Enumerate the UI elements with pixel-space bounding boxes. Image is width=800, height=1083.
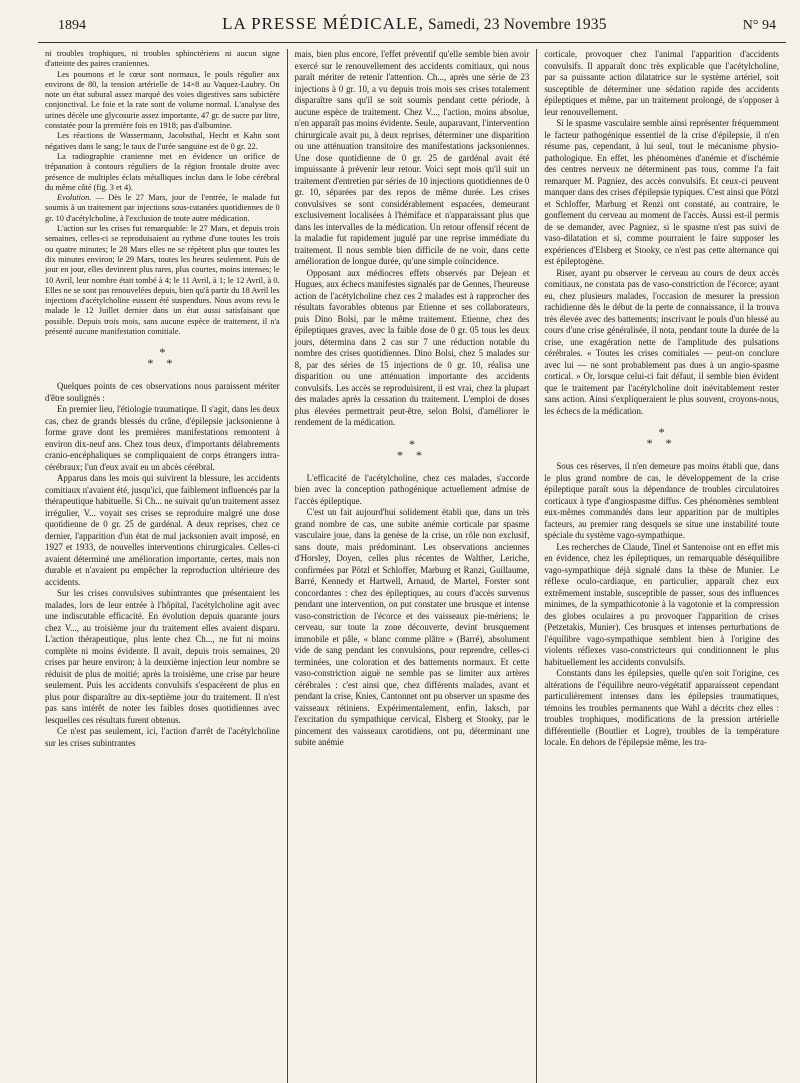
section-separator <box>45 347 280 369</box>
article-columns <box>38 49 786 1083</box>
asterisk-bottom: * * <box>397 447 427 462</box>
paragraph: Riser, ayant pu observer le cerveau au cours de deux accès comitiaux, ne constata pas de vaso-constriction de l'écorce; ayant eu, chez plusieurs malades, l'occasion de mesurer la pression rachidienne dès le début de la perte de connaissance, il la trouva très élevée avec des battements; inscrivant le pouls d'un blessé au cours d'une crise généralisée, il nota, pendant toute la durée de la crise, une exagération nette de l'amplitude des pulsations cérébrales. « Toutes les crises comitiales — peut-on conclure avec lui — ne sont probablement pas dues à un angio-spasme cortical. » Or, lorsque celui-ci fait défaut, il semble bien évident que le traitement par l'acétylcholine doit inévitablement rester sans action. Ainsi s'expliqueraient le plus souvent, croyons-nous, les échecs de la médication. <box>544 267 780 416</box>
asterisk-bottom: * * <box>646 436 677 450</box>
section-lead: Evolution. <box>57 193 92 203</box>
paragraph: Les réactions de Wassermann, Jacobsthal, Hecht et Kahn sont négatives dans le sang; le taux de l'urée sanguine est de 0 gr. 22. <box>45 131 280 151</box>
paragraph: corticale, provoquer chez l'animal l'apparition d'accidents convulsifs. Il apparaît donc très explicable que l'acétylcholine, par sa puissante action dilatatrice sur le système artériel, soit susceptible de déterminer une sédation rapide des accidents épileptiques et même, par un traitement prolongé, de s'opposer à leur renouvellement. <box>544 49 780 117</box>
paragraph: Si le spasme vasculaire semble ainsi représenter fréquemment le facteur pathogénique essentiel de la crise d'épilepsie, il n'en résume pas, cependant, à lui seul, tout le mécanisme physio-pathologique. En effet, les phénomènes d'anémie et d'ischémie des centres nerveux ne déterminent pas tous, comme l'a fait remarquer M. Pagniez, des accès convulsifs. Et ceux-ci peuvent manquer dans des crises d'épilepsie typiques. C'est ainsi que Pötzl et Schloffer, Marburg et Renzi ont constaté, au contraire, le gonflement du cerveau au moment de l'accès. Aussi est-il permis de se demander, avec Pagniez, si le spasme n'est pas suivi de vaso-dilatation et si, comme pourraient le faire supposer les expériences d'Elsberg et Stooky, ce n'est pas cette alternance qui est épileptogène. <box>544 118 780 266</box>
column-2 <box>287 49 537 1083</box>
journal-name: LA PRESSE MÉDICALE, <box>222 14 424 33</box>
asterisk-top: * <box>159 345 166 360</box>
paragraph: Sur les crises convulsives subintrantes que présentaient les malades, lors de leur entrée à l'hôpital, l'acétylcholine agit avec une indiscutable efficacité. En évolution depuis quarante jours chez V..., au troisième jour du traitement elles avaient disparu. L'action thérapeutique, plus lente chez Ch..., ne fut ni moins complète ni moins évidente. Il avait, depuis trois semaines, 20 crises par heure environ; à la deuxième injection leur nombre se réduisit de plus de moitié; après la troisième, une crise par heure seulement. Puis les accidents convulsifs s'espacèrent de plus en plus pour disparaître au dix-septième jour du traitement. Il n'est pas sans intérêt de noter les faibles doses quotidiennes avec lesquelles ces résultats furent obtenus. <box>45 588 280 725</box>
paragraph: Opposant aux médiocres effets observés par Dejean et Hugues, aux échecs manifestes signalés par de Gennes, l'heureuse action de l'acétylcholine chez ces 2 malades est à rapprocher des résultats favorables obtenus par Etienne et ses collaborateurs, puis Dino Bolsi, par le même traitement. Etienne, chez des épileptiques graves, avec la faible dose de 0 gr. 05 tous les deux jours, détermina dans 2 cas sur 7 une réduction notable du nombre des crises quotidiennes. Dino Bolsi, chez 5 malades sur 8, par des séries de 15 injections de 0 gr. 10, réalisa une disparition ou une atténuation importante des accidents convulsifs. Les accès se reproduisirent, il est vrai, chez la plupart des malades après la cessation du traitement. L'emploi de doses plus élevées permettrait peut-être, selon Bolsi, d'améliorer le rendement de la médication. <box>294 267 530 427</box>
header-title <box>222 14 607 34</box>
asterisk-top: * <box>409 436 415 451</box>
column-1 <box>38 49 287 1083</box>
paragraph: mais, bien plus encore, l'effet préventif qu'elle semble bien avoir exercé sur le renouvellement des accidents comitiaux, qui nous paraît mériter de retenir l'attention. Ch..., après une série de 23 injections à 0 gr. 10, a vu depuis trois mois ses crises totalement disparaître sans qu'il se soit soumis pendant cette période, à aucune espèce de traitement. Chez V..., l'action, moins absolue, n'en apparaît pas moins évidente. Seule, auparavant, l'intervention chirurgicale avait pu, à deux reprises, déterminer une disparition ou une atténuation transitoire des manifestations jacksoniennes. Une dose quotidienne de 0 gr. 25 de gardénal avait été impuissante à prévenir leur retour. Voici sept mois qu'il suit un traitement d'entretien par séries de 10 injections quotidiennes de 0 gr. 10, séparées par des repos de même durée. Les crises convulsives se sont considérablement espacées, demeurant exclusivement localisées à l'hémiface et n'apparaissant plus que dans les intervalles de la médication. Un retour offensif récent de la maladie fut rapidement jugulé par une reprise immédiate du traitement. Il nous semble bien difficile de ne voir, dans cette amélioration de longue durée, qu'une simple coïncidence. <box>294 49 530 266</box>
paragraph: En premier lieu, l'étiologie traumatique. Il s'agit, dans les deux cas, chez de grands blessés du crâne, d'épilepsie jacksonienne à forme grave dont les premières manifestations remontent à environ dix-neuf ans. Chez tous deux, d'importants délabrements cranio-encéphaliques se compliquaient de corps étrangers intra-cérébraux; l'un d'eux avait eu un abcès cérébral. <box>45 404 280 472</box>
column-3 <box>536 49 786 1083</box>
asterisk-top: * <box>658 425 665 439</box>
paragraph: Sous ces réserves, il n'en demeure pas moins établi que, dans le plus grand nombre de cas, le développement de la crise épileptique paraît sous la dépendance de troubles circulatoires corticaux à type d'angiospasme diffus. Ces phénomènes semblent eux-mêmes commandés dans leur apparition par de multiples facteurs, au premier rang desquels se situe une instabilité toute spéciale du système vago-sympathique. <box>544 461 780 540</box>
paragraph: La radiographie cranienne met en évidence un orifice de trépanation à contours réguliers de la région frontale droite avec présence de multiples éclats métalliques inclus dans le lobe cérébral du même côté (fig. 3 et 4). <box>45 151 280 192</box>
issue-date: Samedi, 23 Novembre 1935 <box>427 16 607 33</box>
paragraph-text: — Dès le 27 Mars, jour de l'entrée, le malade fut soumis à un traitement par injections sous-cutanées quotidiennes de 0 gr. 10 d'acétylcholine, à l'exclusion de toute autre médication. <box>45 193 280 223</box>
asterisk-bottom: * * <box>147 356 178 371</box>
issue-number: N° 94 <box>742 18 776 33</box>
paragraph: ni troubles trophiques, ni troubles sphinctériens ni aucun signe d'atteinte des paires craniennes. <box>45 49 280 69</box>
paragraph: C'est un fait aujourd'hui solidement établi que, dans un très grand nombre de cas, une subite anémie corticale par spasme vasculaire joue, dans la genèse de la crise, un rôle non exclusif, sans doute, mais prédominant. Les observations anciennes d'Horsley, Doyen, celles plus récentes de Walther, Leriche, confirmées par Pötzl et Schloffer, Marburg et Ranzi, Guillaume, Barré, Kennedy et Hartwell, Arnaud, de Martel, Forster sont concordantes : chez des épileptiques, au cours d'accès survenus pendant une intervention, on put constater une brusque et intense vaso-constriction de l'écorce et des vaisseaux pie-mériens; le cerveau, sur toute la zone découverte, devint brusquement immobile et pâle, « blanc comme plâtre » (Barré), absolument vide de sang pendant les convulsions, pour reprendre, celles-ci terminées, une coloration et des battements normaux. Et cette vaso-constriction aiguë ne semble pas se limiter aux artères cérébrales : c'est ainsi que, chez différents malades, avant et pendant la crise, Knies, Cantonnet ont pu observer un spasme des vaisseaux rétiniens. Expérimentalement, enfin, Iaksch, par l'excitation du sympathique cervical, Elsberg et Stooky, par le pincement des vaisseaux carotidiens, ont pu, déterminant une subite anémie <box>294 507 530 747</box>
paragraph: L'efficacité de l'acétylcholine, chez ces malades, s'accorde bien avec la conception pathogénique actuellement admise de l'accès épileptique. <box>294 472 530 506</box>
paragraph: Quelques points de ces observations nous paraissent mériter d'être soulignés : <box>45 381 280 403</box>
paragraph <box>45 193 280 224</box>
header-year: 1894 <box>58 18 86 33</box>
page-header <box>38 14 786 43</box>
paragraph: Constants dans les épilepsies, quelle qu'en soit l'origine, ces altérations de l'équilibre neuro-végétatif apparaissent cependant particulièrement intenses dans les épilepsies traumatiques, témoins les troubles permanents que Wahl a décrits chez elles : troubles trophiques, modifications de la pression artérielle différentielle (Boutlier et Logre), troubles de la température locale. En dehors de l'épilepsie même, les tra- <box>544 668 780 747</box>
paragraph: L'action sur les crises fut remarquable: le 27 Mars, et depuis trois semaines, celles-ci se reproduisaient au rythme d'une toutes les trois ou quatre minutes; le 28 Mars elles ne se répètent plus que toutes les dix minutes environ; le 29 Mars, toutes les heures seulement. Puis de jour en jour, elles devinrent plus rares, plus courtes, moins intenses; le 10 Avril, leur nombre était tombé à 4; le 11 Avril, à 1; le 12 Avril, à 0. Elles ne se sont pas renouvelées depuis, bien qu'à partir du 18 Avril les injections d'acétylcholine eussent été suspendues. Nous avons revu le malade le 12 Juillet dernier dans un état aussi satisfaisant que possible. Depuis trois mois, sans aucune espèce de traitement, il n'a présenté aucune manifestation comitiale. <box>45 224 280 337</box>
paragraph: Les recherches de Claude, Tinel et Santenoise ont en effet mis en évidence, chez les épileptiques, un remarquable déséquilibre vago-sympathique déjà signalé dans la thèse de Munier. Le réflexe oculo-cardiaque, en particulier, apparaît chez eux extrêmement instable, susceptible de passer, sous des influences minimes, de la sympathicotonie à la vagotonie et la compression des globes oculaires a pu provoquer l'apparition de crises (Petzetakis, Munier). Ces brusques et intenses perturbations de l'équilibre vago-sympathique semblent bien à l'origine des violents réflexes vaso-constricteurs qui conditionnent le plus habituellement les accidents convulsifs. <box>544 541 780 667</box>
section-separator <box>544 427 779 449</box>
paragraph: Apparus dans les mois qui suivirent la blessure, les accidents comitiaux n'avaient été, jusqu'ici, que faiblement influencés par la thérapeutique habituelle. Si Ch... ne suivait qu'un traitement assez irrégulier, V... voyait ses crises se reproduire malgré une dose quotidienne de 0 gr. 25 de gardénal. A deux reprises, chez ce dernier, l'apparition d'un état de mal jacksonien avait imposé, en 1927 et 1933, de nouvelles interventions chirurgicales. Celles-ci avaient déterminé une amélioration importante, certes, mais non durable et n'avaient pu empêcher la reproduction ultérieure des accidents. <box>45 473 280 587</box>
paragraph: Les poumons et le cœur sont normaux, le pouls régulier aux environs de 80, la tension artérielle de 14×8 au Vaquez-Laubry. On note un état subural assez marqué des voies digestives sans subictère conjonctival. Le foie et la rate sont de volume normal. L'analyse des urines décèle une glycosurie assez importante, 47 gr. de sucre par litre, constatée pour la première fois en 1918; pas d'albumine. <box>45 69 280 131</box>
section-separator <box>295 436 530 462</box>
paragraph: Ce n'est pas seulement, ici, l'action d'arrêt de l'acétylcholine sur les crises subintrantes <box>45 726 280 748</box>
